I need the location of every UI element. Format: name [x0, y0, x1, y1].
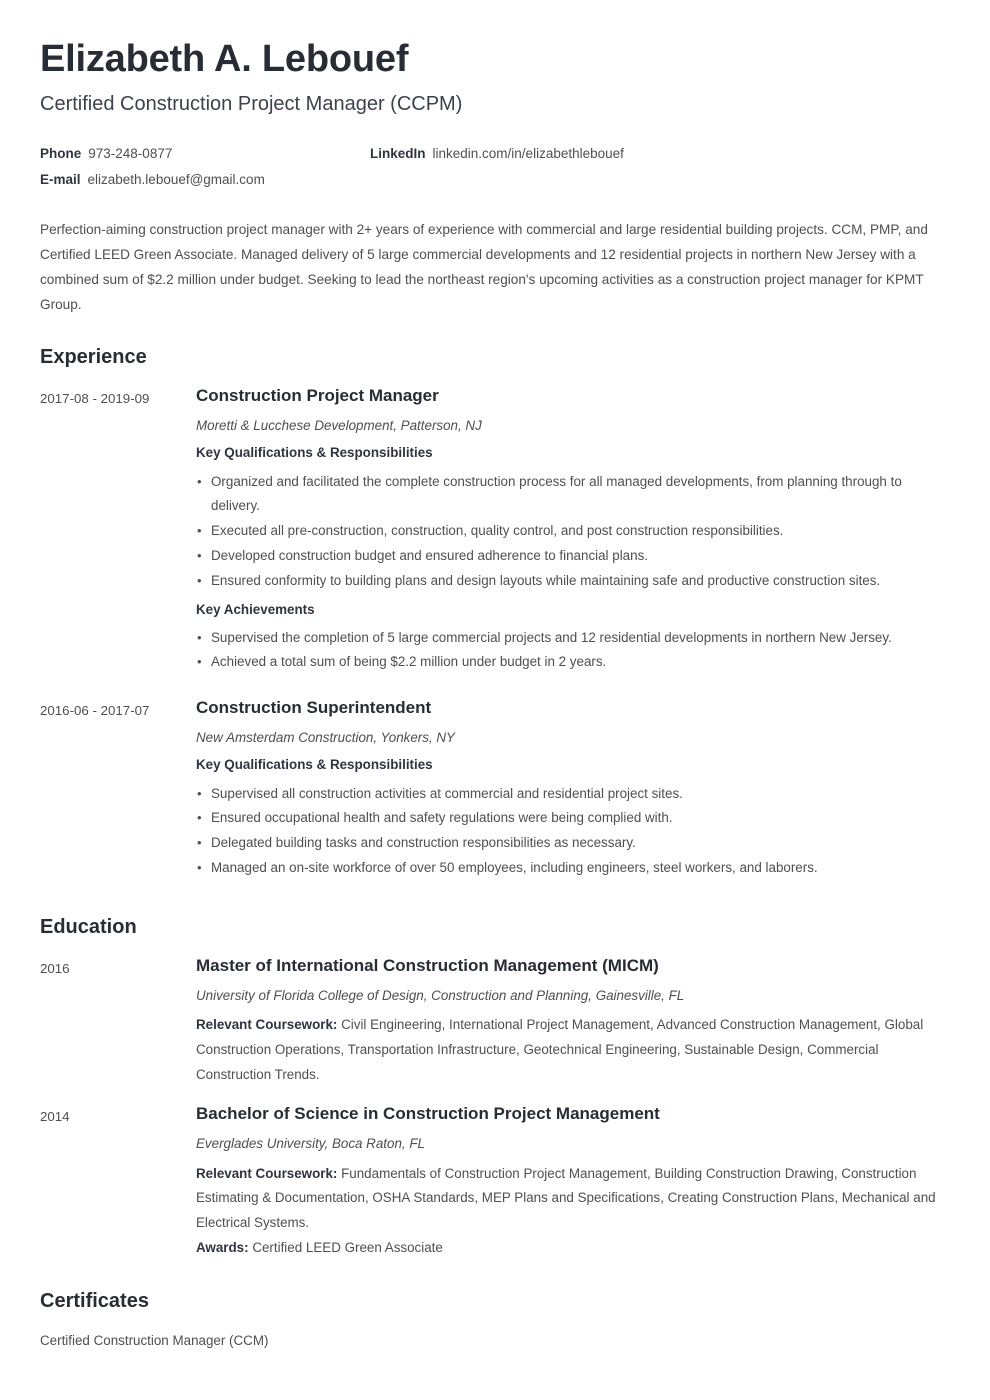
- experience-entry-body: [196, 385, 950, 681]
- education-entry-body: [196, 1103, 950, 1260]
- list-item: • Executed all pre-construction, construction, quality control, and post construction responsibilities.: [196, 519, 950, 544]
- education-entry-title: Master of International Construction Management (MICM): [196, 955, 659, 975]
- contact-details: [40, 146, 950, 187]
- education-awards: [196, 1236, 950, 1261]
- education-section-title: Education: [40, 915, 137, 938]
- contact-phone: [40, 146, 370, 161]
- experience-entry-date: 2017-08 - 2019-09: [40, 391, 150, 407]
- list-item: • Ensured occupational health and safety regulations were being complied with.: [196, 806, 950, 831]
- qualifications-heading: Key Qualifications & Responsibilities: [196, 757, 433, 773]
- contact-linkedin[interactable]: [370, 146, 624, 161]
- contact-email[interactable]: [40, 172, 370, 187]
- coursework-text: Fundamentals of Construction Project Management, Building Construction Drawing, Construction Estimating & Documentation, OSHA Standards, MEP Plans and Specifications, Creating Construction Plans, Mechanical and Electrical Systems.: [196, 1165, 936, 1231]
- experience-entry-organization: New Amsterdam Construction, Yonkers, NY: [196, 730, 455, 746]
- education-entry-body: [196, 955, 950, 1088]
- certificate-name: Certified Construction Manager (CCM): [40, 1332, 269, 1348]
- candidate-job-title: Certified Construction Project Manager (CCPM): [40, 92, 463, 115]
- contact-row-1: [40, 146, 950, 161]
- contact-phone-value: 973-248-0877: [88, 145, 173, 161]
- certificate-entry: [40, 1329, 950, 1354]
- professional-summary: Perfection-aiming construction project manager with 2+ years of experience with commercial and large residential building projects. CCM, PMP, and Certified LEED Green Associate. Managed delivery of 5 large commercial developments and 12 residential projects in northern New Jersey with a combined sum of $2.2 million under budget. Seeking to lead the northeast region's upcoming activities as a construction project manager for KPMT Group.: [40, 221, 928, 313]
- experience-entry: [40, 697, 950, 887]
- contact-linkedin-value[interactable]: linkedin.com/in/elizabethlebouef: [432, 145, 624, 161]
- list-item: • Delegated building tasks and construction responsibilities as necessary.: [196, 831, 950, 856]
- list-item: • Supervised the completion of 5 large commercial projects and 12 residential developments in northern New Jersey.: [196, 626, 950, 651]
- coursework-text: Civil Engineering, International Project Management, Advanced Construction Management, Global Construction Operations, Transportation Infrastructure, Geotechnical Engineering, Sustainable Design, Commercial Construction Trends.: [196, 1016, 924, 1082]
- education-entry: [40, 955, 950, 1088]
- contact-email-label: E-mail: [40, 171, 81, 187]
- qualifications-list: [196, 782, 950, 881]
- achievements-heading: Key Achievements: [196, 601, 315, 617]
- list-item: • Organized and facilitated the complete construction process for all managed developments, from planning through to delivery.: [196, 470, 950, 520]
- education-entry: [40, 1103, 950, 1260]
- experience-entry: [40, 385, 950, 681]
- contact-phone-label: Phone: [40, 145, 82, 161]
- education-coursework: [196, 1013, 950, 1087]
- education-entry-date: 2014: [40, 1109, 70, 1125]
- experience-section: [40, 345, 950, 887]
- education-entry-organization: Everglades University, Boca Raton, FL: [196, 1136, 425, 1152]
- contact-email-value[interactable]: elizabeth.lebouef@gmail.com: [87, 171, 265, 187]
- certificate-entry-body: [40, 1329, 950, 1354]
- achievements-list: [196, 626, 950, 676]
- education-coursework: [196, 1162, 950, 1236]
- certificates-section: [40, 1289, 950, 1354]
- coursework-label: Relevant Coursework:: [196, 1165, 342, 1181]
- experience-entry-organization: Moretti & Lucchese Development, Patterson, NJ: [196, 418, 482, 434]
- experience-entry-date: 2016-06 - 2017-07: [40, 703, 150, 719]
- qualifications-list: [196, 470, 950, 594]
- list-item: • Managed an on-site workforce of over 50 employees, including engineers, steel workers, and laborers.: [196, 856, 950, 881]
- list-item: • Achieved a total sum of being $2.2 million under budget in 2 years.: [196, 650, 950, 675]
- candidate-name: Elizabeth A. Lebouef: [40, 38, 409, 80]
- education-entry-organization: University of Florida College of Design, Construction and Planning, Gainesville, FL: [196, 987, 685, 1003]
- education-entry-title: Bachelor of Science in Construction Project Management: [196, 1104, 660, 1124]
- awards-label: Awards:: [196, 1239, 253, 1255]
- education-section: [40, 915, 950, 1261]
- list-item: • Supervised all construction activities at commercial and residential project sites.: [196, 782, 950, 807]
- list-item: • Ensured conformity to building plans and design layouts while maintaining safe and productive construction sites.: [196, 569, 950, 594]
- experience-entry-title: Construction Superintendent: [196, 698, 432, 718]
- qualifications-heading: Key Qualifications & Responsibilities: [196, 445, 433, 461]
- list-item: • Developed construction budget and ensured adherence to financial plans.: [196, 544, 950, 569]
- experience-section-title: Experience: [40, 346, 147, 369]
- experience-entry-title: Construction Project Manager: [196, 386, 439, 406]
- experience-entry-body: [196, 697, 950, 887]
- resume-header: [40, 38, 950, 187]
- contact-row-2: [40, 172, 950, 187]
- contact-linkedin-label: LinkedIn: [370, 145, 426, 161]
- education-entry-date: 2016: [40, 960, 70, 976]
- awards-text: Certified LEED Green Associate: [252, 1239, 443, 1255]
- certificates-section-title: Certificates: [40, 1289, 149, 1312]
- coursework-label: Relevant Coursework:: [196, 1016, 342, 1032]
